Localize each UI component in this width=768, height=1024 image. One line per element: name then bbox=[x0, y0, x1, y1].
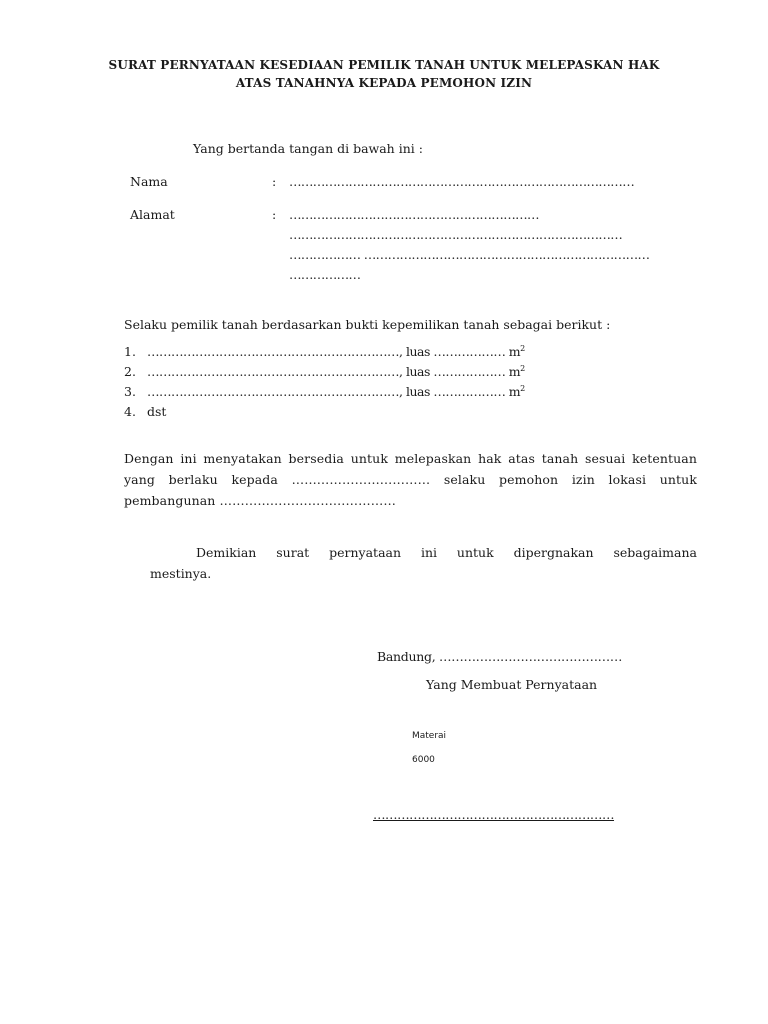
maker-label: Yang Membuat Pernyataan bbox=[426, 677, 598, 692]
title-line-1: SURAT PERNYATAAN KESEDIAAN PEMILIK TANAH UNTUK MELEPASKAN HAK bbox=[108, 58, 660, 72]
intro-text: Yang bertanda tangan di bawah ini : bbox=[193, 141, 423, 156]
alamat-line-2: ………………………………………………………………………… bbox=[289, 227, 623, 242]
land-item bbox=[147, 344, 525, 359]
land-item-number: 4. bbox=[124, 404, 136, 419]
land-item-number: 3. bbox=[124, 384, 136, 399]
land-item bbox=[147, 364, 525, 379]
land-item bbox=[147, 404, 166, 419]
alamat-label: Alamat bbox=[130, 207, 175, 222]
closing-line-2: mestinya. bbox=[150, 566, 212, 581]
closing-line-1: Demikian surat pernyataan ini untuk dipergnakan sebagaimana bbox=[196, 545, 697, 560]
land-item-text: dst bbox=[147, 404, 167, 419]
land-item-text: ………………………………………………………, luas ……………… m bbox=[147, 344, 521, 359]
statement-paragraph: Dengan ini menyatakan bersedia untuk melepaskan hak atas tanah sesuai ketentuan yang berlaku kepada …………………………… selaku pemohon izin lokasi untuk pembangunan …………………………………… bbox=[124, 451, 697, 508]
alamat-line-4: ……………… bbox=[289, 267, 361, 282]
land-item bbox=[147, 384, 525, 399]
land-item-text: ………………………………………………………, luas ……………… m bbox=[147, 384, 521, 399]
stamp-label: Materai bbox=[412, 731, 447, 741]
land-item-sup: 2 bbox=[520, 344, 525, 353]
nama-value: …………………………………………………………………………… bbox=[289, 174, 635, 189]
land-item-sup: 2 bbox=[520, 364, 525, 373]
land-item-sup: 2 bbox=[520, 384, 525, 393]
title-line-2: ATAS TANAHNYA KEPADA PEMOHON IZIN bbox=[235, 76, 533, 90]
land-item-number: 1. bbox=[124, 344, 136, 359]
place-date: Bandung, ……………………………………… bbox=[377, 649, 623, 664]
signature-line: …………………………………………………… bbox=[373, 807, 615, 822]
alamat-line-1: ……………………………………………………… bbox=[289, 207, 539, 222]
stamp-value: 6000 bbox=[412, 755, 435, 765]
alamat-line-3: ……………… ……………………………………………………………… bbox=[289, 247, 650, 262]
alamat-colon: : bbox=[272, 207, 277, 222]
ownership-intro: Selaku pemilik tanah berdasarkan bukti kepemilikan tanah sebagai berikut : bbox=[124, 317, 611, 332]
nama-label: Nama bbox=[130, 174, 168, 189]
land-item-number: 2. bbox=[124, 364, 136, 379]
nama-colon: : bbox=[272, 174, 277, 189]
land-item-text: ………………………………………………………, luas ……………… m bbox=[147, 364, 521, 379]
document-title bbox=[60, 56, 708, 92]
